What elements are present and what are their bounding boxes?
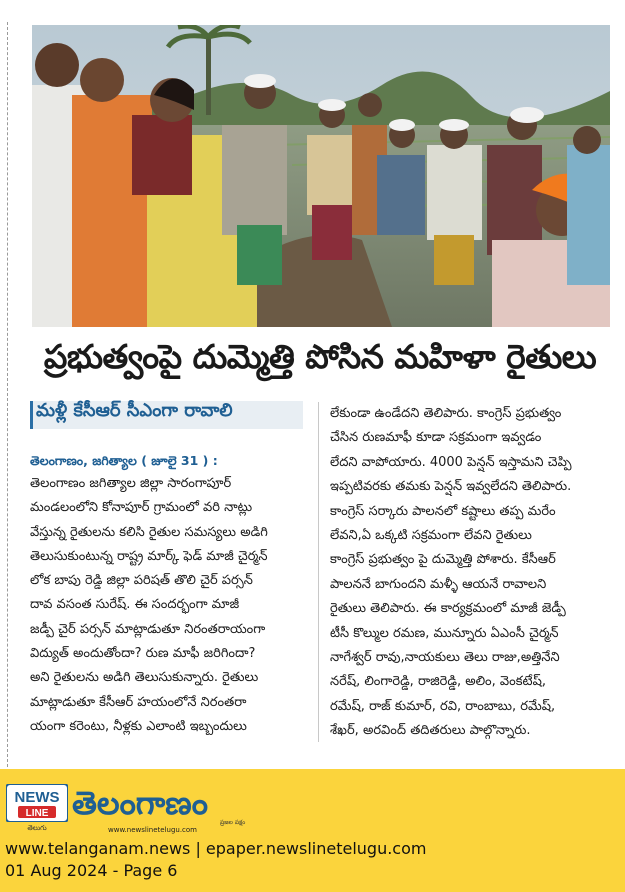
news-photo bbox=[32, 25, 610, 327]
article-line: అని రైతులను అడిగి తెలుసుకున్నారు. రైతులు bbox=[30, 670, 259, 686]
footer-date-page: 01 Aug 2024 - Page 6 bbox=[5, 861, 178, 880]
article-column-left bbox=[30, 450, 308, 750]
article-line: రమేష్, రాజ్ కుమార్, రవి, రాంబాబు, రమేష్, bbox=[330, 698, 556, 714]
article-line: లేకుండా ఉండేదని తెలిపారు. కాంగ్రెస్ ప్రభుత్వం bbox=[330, 406, 562, 421]
masthead-tagline: ప్రజల పక్షం bbox=[220, 819, 246, 826]
article-line: నరేష్, లింగారెడ్డి, రాజిరెడ్డి, అలిం, వెంకటేష్, bbox=[330, 674, 546, 690]
masthead-logo bbox=[70, 780, 250, 826]
article-line: మండలంలోని కోనాపూర్ గ్రామంలో వరి నాట్లు bbox=[30, 500, 253, 516]
logo-url: www.newslinetelugu.com bbox=[108, 826, 197, 834]
article-line: తెలుసుకుంటున్న రాష్ట్ర మార్క్ ఫెడ్ మాజీ చైర్మన్ bbox=[30, 548, 268, 564]
article-line: శేఖర్, అరవింద్ తదితరులు పాల్గొన్నారు. bbox=[330, 723, 531, 739]
column-divider bbox=[318, 402, 319, 742]
article-line: జడ్పీ చైర్ పర్సన్ మాట్లాడుతూ నిరంతరాయంగా bbox=[30, 621, 266, 637]
article-line: చేసిన రుణమాఫీ కూడా సక్రమంగా ఇవ్వడం bbox=[330, 430, 542, 446]
article-line: విద్యుత్ అందుతోందా? రుణ మాఫీ జరిగిందా? bbox=[30, 646, 256, 662]
article-line: ఇప్పటివరకు తమకు పెన్షన్ ఇవ్వలేదని తెలిపారు. bbox=[330, 479, 572, 495]
article-line: లోక బాపు రెడ్డి జిల్లా పరిషత్ తొలి చైర్ పర్సన్ bbox=[30, 573, 253, 589]
page-margin-rule bbox=[7, 22, 9, 767]
footer-website: www.telanganam.news | epaper.newslinetelugu.com bbox=[5, 839, 427, 858]
article-line: కాంగ్రెస్ సర్కారు పాలనలో కష్టాలు తప్ప మరేం bbox=[330, 503, 556, 519]
article-column-right bbox=[330, 402, 610, 752]
article-line: కాంగ్రెస్ ప్రభుత్వం పై దుమ్మెత్తి పోశారు. కేసీఆర్ bbox=[330, 552, 556, 568]
article-line: లేవని,ఏ ఒక్కటి సక్రమంగా లేవని రైతులు bbox=[330, 528, 532, 544]
article-line: మాట్లాడుతూ కేసీఆర్ హయంలోనే నిరంతరా bbox=[30, 694, 247, 710]
logo-news-word: NEWS bbox=[14, 789, 60, 806]
headline: ప్రభుత్వంపై దుమ్మెత్తి పోసిన మహిళా రైతులు bbox=[43, 337, 597, 376]
logo-telugu-caption: తెలుగు bbox=[27, 824, 47, 832]
logo-line-word: LINE bbox=[25, 808, 49, 819]
article-line: పాలననే బాగుందని మళ్ళీ ఆయనే రావాలని bbox=[330, 576, 547, 592]
article-line: టీసీ కొల్ముల రమణ, మున్నూరు ఏఎంసీ చైర్మన్ bbox=[330, 625, 559, 641]
article-line: రైతులు తెలిపారు. ఈ కార్యక్రమంలో మాజీ జెడ్పీ bbox=[330, 601, 566, 617]
article-line: నాగేశ్వర్ రావు,నాయకులు తెలు రాజు,అత్తినేని bbox=[330, 650, 560, 666]
masthead-text: తెలంగాణం bbox=[72, 784, 208, 822]
article-line: తెలంగాణం జగిత్యాల జిల్లా సారంగాపూర్ bbox=[30, 476, 232, 491]
article-line: యంగా కరెంటు, నీళ్లకు ఎలాంటి ఇబ్బందులు bbox=[30, 718, 247, 734]
dateline: తెలంగాణం, జగిత్యాల ( జూలై 31 ) : bbox=[30, 453, 218, 468]
article-line: దావ వసంత సురేష్. ఈ సందర్భంగా మాజీ bbox=[30, 597, 240, 613]
newsline-logo bbox=[6, 784, 68, 822]
subheadline: మళ్లీ కేసీఆర్ సీఎంగా రావాలి bbox=[36, 400, 233, 421]
article-line: లేదని వాపోయారు. 4000 పెన్షన్ ఇస్తామని చెప్పి bbox=[330, 454, 572, 470]
article-line: వేస్తున్న రైతులను కలిసి రైతుల సమస్యలు అడిగి bbox=[30, 524, 268, 540]
